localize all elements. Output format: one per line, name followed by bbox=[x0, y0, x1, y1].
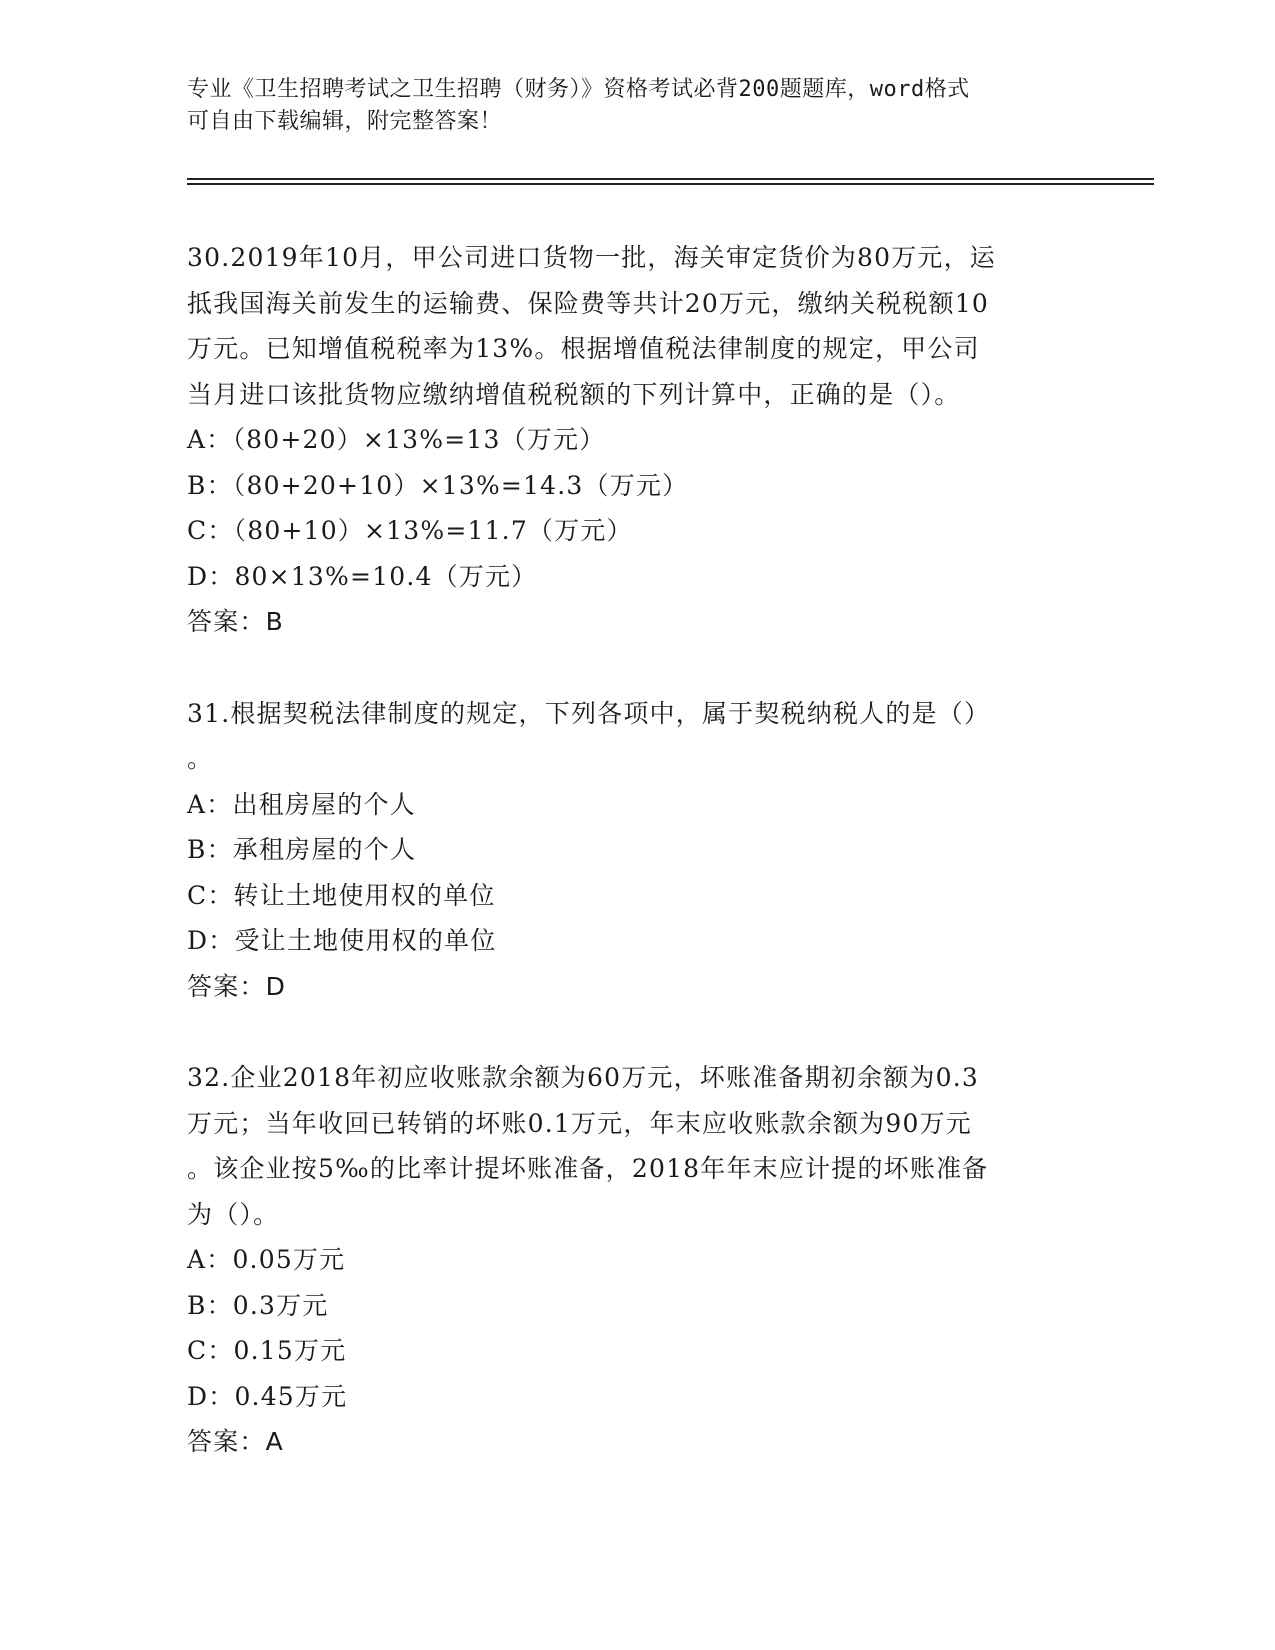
question-text-line: 当月进口该批货物应缴纳增值税税额的下列计算中，正确的是（）。 bbox=[187, 379, 961, 409]
option-b: B：（80+20+10）×13%=14.3（万元） bbox=[187, 470, 689, 500]
option-a: A：（80+20）×13%=13（万元） bbox=[187, 425, 606, 454]
header-divider bbox=[187, 183, 1154, 185]
question-block bbox=[187, 1055, 1087, 1465]
question-text-line: 32.企业2018年初应收账款余额为60万元，坏账准备期初余额为0.3 bbox=[187, 1063, 979, 1092]
spacer bbox=[187, 645, 1087, 691]
header-divider bbox=[187, 178, 1154, 180]
question-text-line: 万元。已知增值税税率为13%。根据增值税法律制度的规定，甲公司 bbox=[187, 334, 980, 363]
option-a: A：出租房屋的个人 bbox=[187, 789, 416, 819]
option-c: C：转让土地使用权的单位 bbox=[187, 880, 496, 910]
header-line: 专业《卫生招聘考试之卫生招聘（财务）》资格考试必背200题题库，word格式 bbox=[187, 77, 970, 102]
option-c: C：（80+10）×13%=11.7（万元） bbox=[187, 516, 633, 545]
option-d: D：受让土地使用权的单位 bbox=[187, 926, 497, 955]
question-text-line: 。该企业按5‰的比率计提坏账准备，2018年年末应计提的坏账准备 bbox=[187, 1154, 989, 1183]
question-text-line: 。 bbox=[187, 744, 214, 773]
question-list bbox=[187, 235, 1087, 1465]
answer-line: 答案：B bbox=[187, 607, 284, 636]
answer-line: 答案：A bbox=[187, 1427, 284, 1456]
document-header bbox=[187, 74, 1067, 138]
answer-line: 答案：D bbox=[187, 971, 287, 1001]
question-block bbox=[187, 691, 1087, 1010]
option-d: D：80×13%=10.4（万元） bbox=[187, 561, 538, 591]
question-text-line: 30.2019年10月，甲公司进口货物一批，海关审定货价为80万元，运 bbox=[187, 243, 997, 272]
option-b: B：0.3万元 bbox=[187, 1290, 329, 1320]
question-text-line: 抵我国海关前发生的运输费、保险费等共计20万元，缴纳关税税额10 bbox=[187, 288, 990, 318]
option-b: B：承租房屋的个人 bbox=[187, 835, 417, 864]
option-a: A：0.05万元 bbox=[187, 1245, 346, 1274]
question-text-line: 31.根据契税法律制度的规定，下列各项中，属于契税纳税人的是（） bbox=[187, 698, 991, 728]
option-c: C：0.15万元 bbox=[187, 1336, 347, 1365]
option-d: D：0.45万元 bbox=[187, 1381, 348, 1411]
header-line: 可自由下载编辑，附完整答案！ bbox=[187, 109, 503, 134]
question-text-line: 为（）。 bbox=[187, 1199, 280, 1229]
question-block bbox=[187, 235, 1087, 645]
question-text-line: 万元；当年收回已转销的坏账0.1万元，年末应收账款余额为90万元 bbox=[187, 1108, 972, 1138]
spacer bbox=[187, 1009, 1087, 1055]
